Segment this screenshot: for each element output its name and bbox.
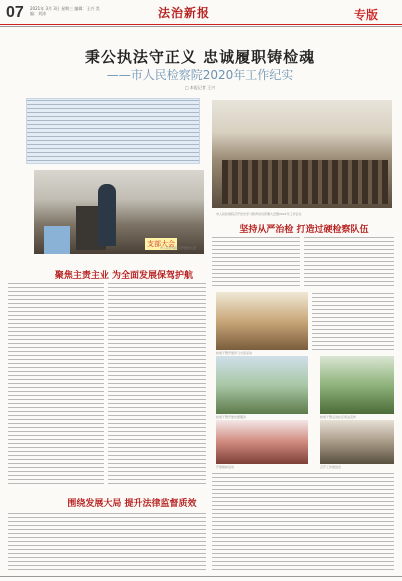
- body-column-3: [212, 236, 300, 288]
- caption-work-meeting: 召开工作推进会: [320, 465, 342, 469]
- photo-study: [216, 292, 308, 350]
- photo-person: [44, 226, 70, 254]
- section-title-1: 聚焦主责主业 为全面发展保驾护航: [54, 271, 194, 281]
- photo-community: [320, 356, 394, 414]
- photo-audience: [222, 160, 388, 204]
- photo-work-meeting: [320, 420, 394, 464]
- photo-label: 支部大会: [147, 240, 175, 248]
- section-label: 专版: [354, 8, 379, 22]
- photo-planting: [216, 420, 308, 464]
- footer-rule: [0, 576, 402, 577]
- headline: 秉公执法守正义 忠诚履职铸检魂: [84, 48, 316, 66]
- caption-community: 检察干警走进社区普法宣传: [320, 415, 357, 419]
- body-column-4: [304, 236, 394, 288]
- byline: □ 本报记者 王兴: [184, 85, 216, 90]
- caption-volunteer: 检察干警开展志愿服务: [216, 415, 247, 419]
- caption-planting: 开展植树活动: [216, 465, 235, 469]
- masthead-rule: [0, 24, 402, 25]
- body-column-1: [8, 282, 104, 486]
- intro-box-left: [26, 98, 200, 164]
- body-column-7: [8, 512, 206, 572]
- page-number: 07: [6, 4, 24, 21]
- body-column-5: [312, 292, 394, 350]
- subhead: ——市人民检察院2020年工作纪实: [106, 68, 294, 82]
- caption-meeting-hall: 市人民检察院召开党史学习教育动员部署大会暨2021年工作会议: [216, 212, 302, 216]
- section-title-3: 围绕发展大局 提升法律监督质效: [67, 499, 197, 509]
- caption-speaker: 市人民检察院召开党员大会: [160, 246, 197, 250]
- section-title-2: 坚持从严治检 打造过硬检察队伍: [239, 225, 369, 235]
- photo-speaker-figure: [98, 184, 116, 246]
- photo-volunteer: [216, 356, 308, 414]
- caption-study: 检察干警开展学习交流活动: [216, 351, 253, 355]
- body-column-2: [108, 282, 206, 486]
- dateline: 2021年 3月 3日 星期三 编辑：王兴 美编：刘涛: [30, 6, 100, 16]
- masthead-rule-thin: [0, 26, 402, 27]
- body-column-6: [212, 472, 394, 572]
- newspaper-logo: 法治新报: [158, 6, 211, 20]
